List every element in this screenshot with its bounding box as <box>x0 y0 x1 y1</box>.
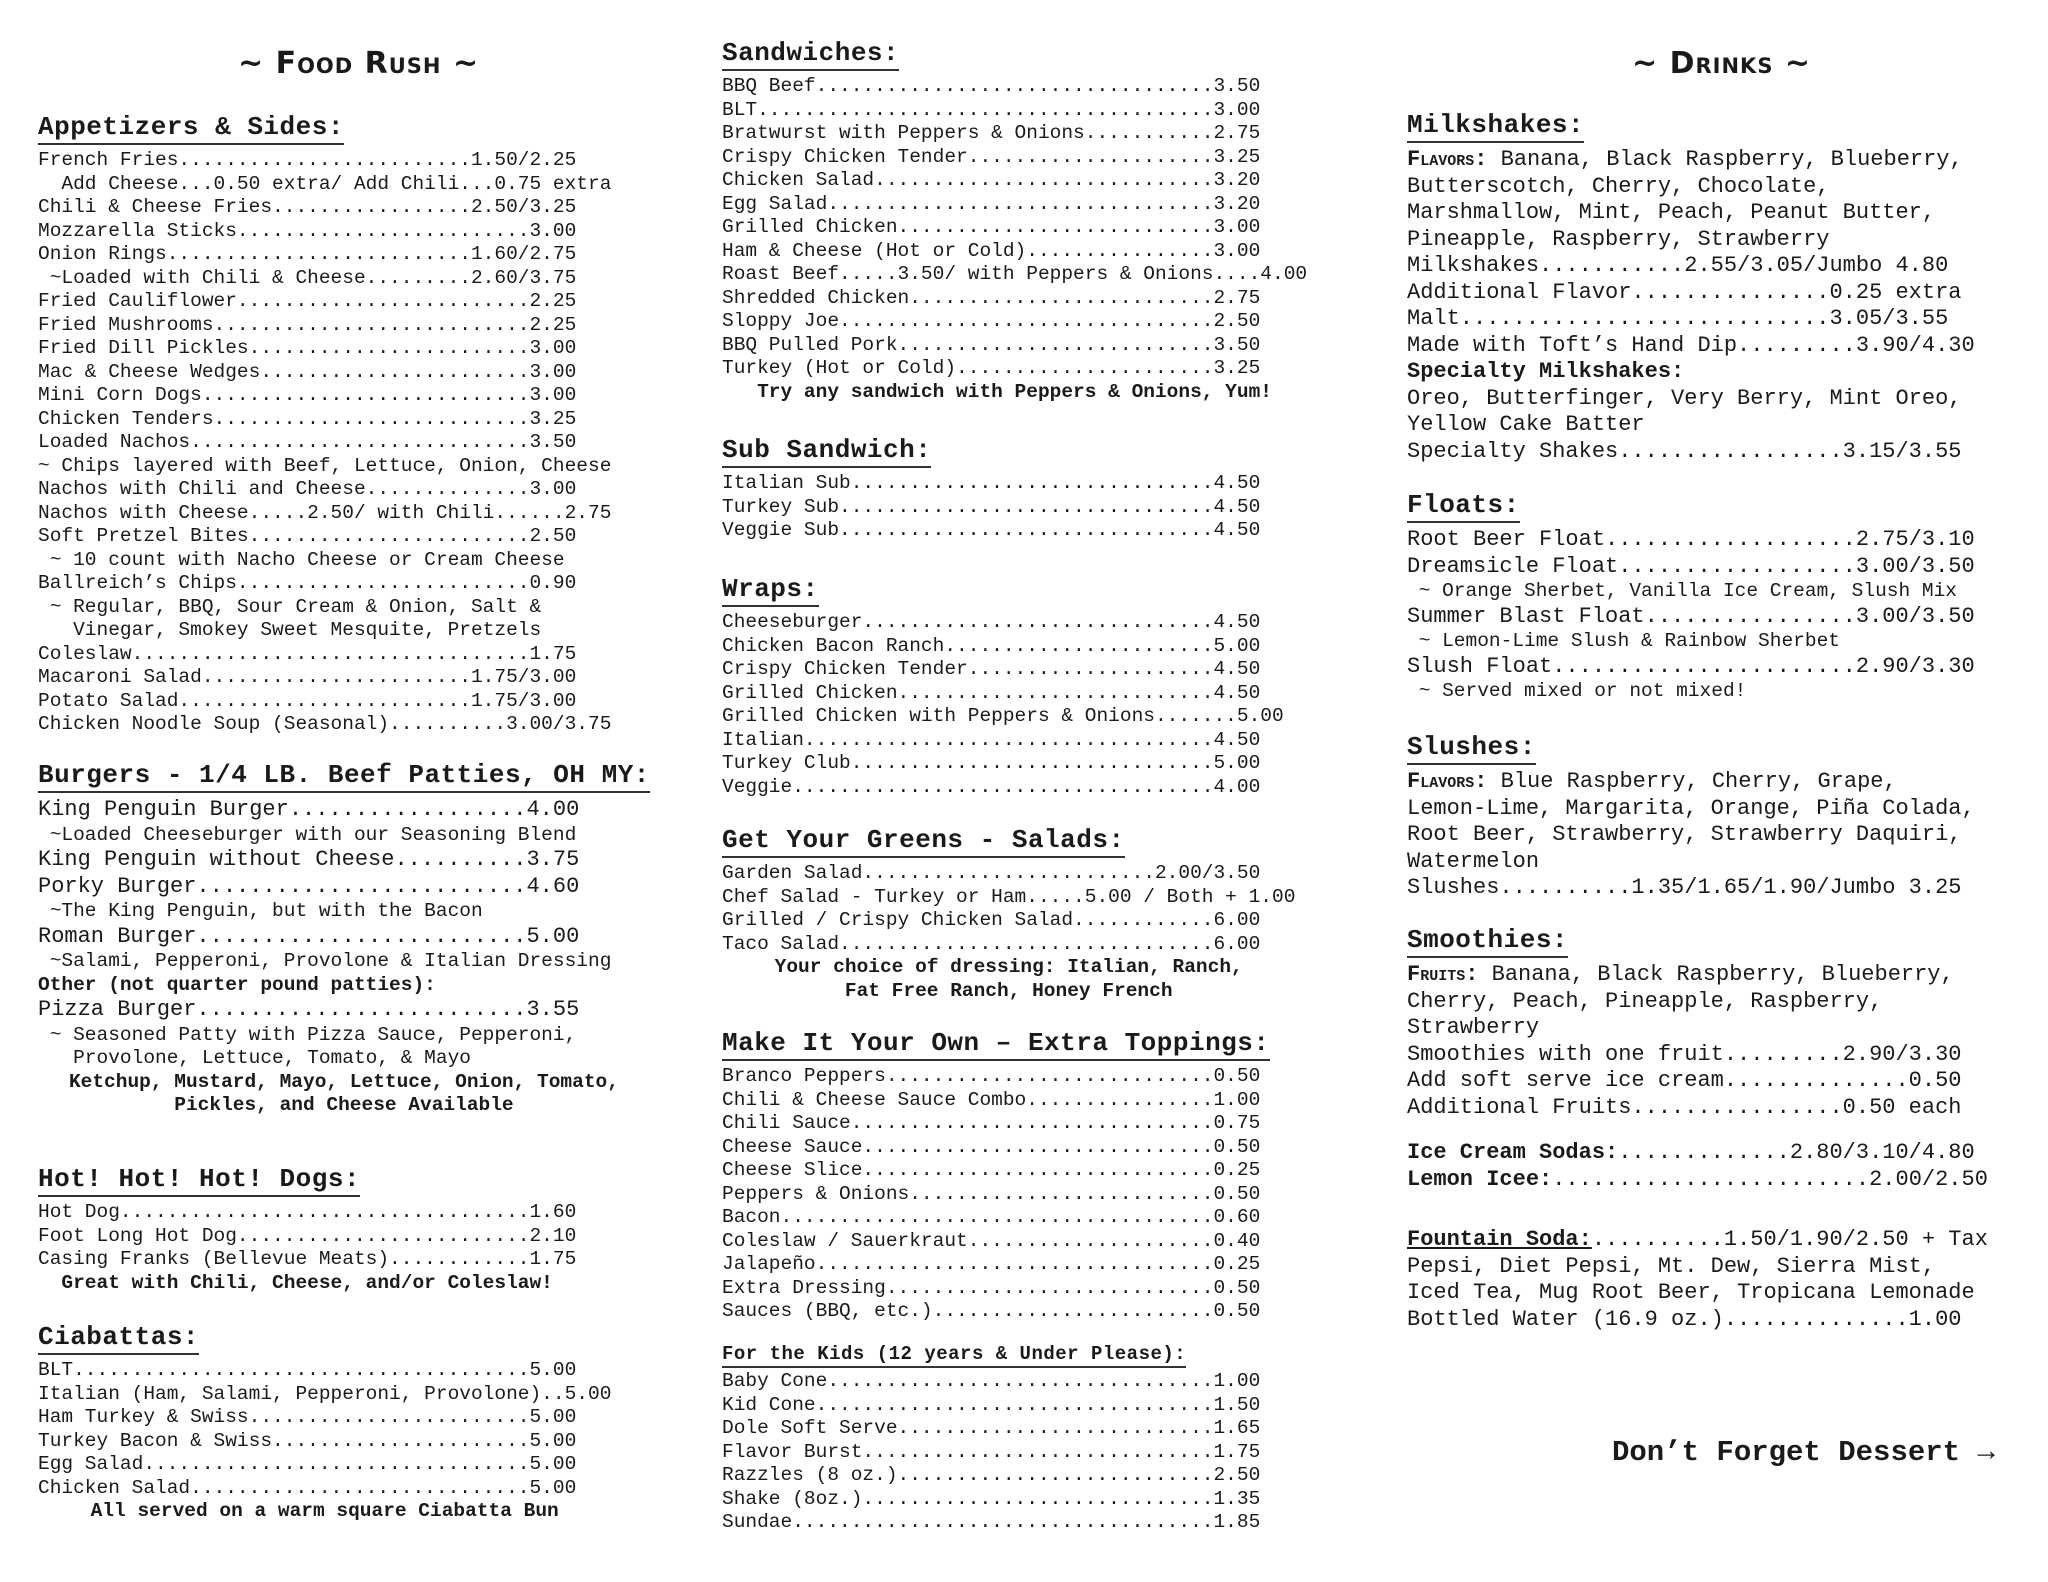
list-item: Chef Salad - Turkey or Ham.....5.00 / Both + 1.00 <box>722 885 1296 908</box>
list-item: Try any sandwich with Peppers & Onions, Yum! <box>757 380 1272 403</box>
list-item: Shake (8oz.)..............................1.35 <box>722 1487 1261 1510</box>
list-item: Pineapple, Raspberry, Strawberry <box>1407 226 1830 252</box>
burgers-list <box>38 797 650 1118</box>
list-item: Roast Beef.....3.50/ with Peppers & Onions....4.00 <box>722 263 1308 285</box>
list-item: Chicken Salad.............................5.00 <box>38 1476 577 1499</box>
list-item: Sauces (BBQ, etc.)........................0.50 <box>722 1300 1261 1322</box>
list-item: Baby Cone.................................1.00 <box>722 1370 1261 1392</box>
list-item: Fried Mushrooms...........................2.25 <box>38 313 577 336</box>
list-item: Pepsi, Diet Pepsi, Mt. Dew, Sierra Mist, <box>1407 1253 1936 1279</box>
list-item: Razzles (8 oz.)...........................2.50 <box>722 1464 1261 1486</box>
dogs-section <box>38 1164 576 1295</box>
list-item: Jalapeño..................................0.25 <box>722 1253 1261 1275</box>
sodas-section <box>1407 1140 1988 1193</box>
list-item: Grilled / Crispy Chicken Salad............6.00 <box>722 909 1261 931</box>
list-item: Chicken Bacon Ranch.......................5.00 <box>722 634 1261 657</box>
list-item: Loaded Nachos.............................3.50 <box>38 431 577 453</box>
milkshakes-section <box>1407 110 1975 465</box>
list-item: Other (not quarter pound patties): <box>38 973 436 996</box>
list-item: Soft Pretzel Bites........................2.50 <box>38 525 577 547</box>
list-item: Nachos with Chili and Cheese..............3.00 <box>38 478 577 500</box>
kids-heading: For the Kids (12 years & Under Please): <box>722 1343 1186 1368</box>
list-item: Slush Float.......................2.90/3.30 <box>1407 653 1975 679</box>
wraps-list <box>722 611 1284 799</box>
ciabattas-section <box>38 1322 611 1524</box>
list-item: Vinegar, Smokey Sweet Mesquite, Pretzels <box>38 619 542 641</box>
list-item: Additional Flavor...............0.25 extra <box>1407 279 1962 305</box>
floats-section <box>1407 490 1975 704</box>
list-item: Specialty Shakes.................3.15/3.55 <box>1407 438 1962 464</box>
list-item: Oreo, Butterfinger, Very Berry, Mint Oreo, <box>1407 385 1962 411</box>
list-item: Branco Peppers............................0.50 <box>722 1065 1261 1087</box>
sandwiches-heading: Sandwiches: <box>722 38 899 71</box>
list-item: Sundae....................................1.85 <box>722 1511 1261 1533</box>
subs-section <box>722 435 1260 543</box>
list-item: Foot Long Hot Dog.........................2.10 <box>38 1224 577 1247</box>
list-item: ~ Lemon-Lime Slush & Rainbow Sherbet <box>1407 630 1840 652</box>
lemon-icee-line <box>1407 1167 1988 1194</box>
list-item: Bratwurst with Peppers & Onions...........2.75 <box>722 122 1261 144</box>
list-item: ~ Seasoned Patty with Pizza Sauce, Pepperoni, <box>38 1023 577 1046</box>
list-item: French Fries.........................1.50/2.25 <box>38 149 577 171</box>
list-item: Cherry, Peach, Pineapple, Raspberry, <box>1407 988 1883 1014</box>
list-item: ~ Served mixed or not mixed! <box>1407 680 1747 702</box>
list-item: Flavors: Blue Raspberry, Cherry, Grape, <box>1407 769 1897 794</box>
sandwiches-section <box>722 38 1307 404</box>
list-item: BBQ Beef..................................3.50 <box>722 75 1261 97</box>
list-item: All served on a warm square Ciabatta Bun <box>90 1500 559 1522</box>
list-item: Fat Free Ranch, Honey French <box>844 979 1173 1002</box>
ciabattas-list <box>38 1359 611 1524</box>
toppings-heading: Make It Your Own – Extra Toppings: <box>722 1028 1270 1061</box>
list-item: Made with Toft’s Hand Dip.........3.90/4.30 <box>1407 332 1975 358</box>
list-item: King Penguin without Cheese..........3.75 <box>38 847 580 872</box>
list-item: Casing Franks (Bellevue Meats)............1.75 <box>38 1248 577 1270</box>
list-item: Italian (Ham, Salami, Pepperoni, Provolone)..5.00 <box>38 1382 612 1405</box>
list-item: Milkshakes...........2.55/3.05/Jumbo 4.80 <box>1407 253 1949 278</box>
list-item: ~The King Penguin, but with the Bacon <box>38 900 483 922</box>
list-label: Fruits: <box>1407 962 1479 987</box>
smoothies-section <box>1407 925 1962 1121</box>
burgers-section <box>38 760 650 1118</box>
smoothies-list <box>1407 962 1962 1121</box>
kids-list <box>722 1370 1260 1535</box>
list-item: Egg Salad.................................3.20 <box>722 192 1261 215</box>
slushes-list <box>1407 769 1975 902</box>
list-item: ~ Chips layered with Beef, Lettuce, Onion, Cheese <box>38 454 612 477</box>
appetizers-section <box>38 112 611 737</box>
appetizers-list <box>38 149 611 737</box>
lemon-icee-price: ........................2.00/2.50 <box>1552 1166 1988 1192</box>
list-item: BBQ Pulled Pork...........................3.50 <box>722 333 1261 356</box>
list-item: Italian...................................4.50 <box>722 728 1261 751</box>
floats-heading: Floats: <box>1407 490 1520 523</box>
fountain-soda-label: Fountain Soda: <box>1407 1227 1592 1252</box>
list-item: Bacon.....................................0.60 <box>722 1206 1261 1228</box>
list-item: Veggie Sub................................4.50 <box>722 519 1261 541</box>
kids-section <box>722 1343 1260 1535</box>
list-item: Your choice of dressing: Italian, Ranch, <box>774 956 1243 978</box>
appetizers-heading: Appetizers & Sides: <box>38 112 344 145</box>
salads-list <box>722 862 1295 1003</box>
milkshakes-heading: Milkshakes: <box>1407 110 1584 143</box>
list-item: Porky Burger.........................4.60 <box>38 873 580 899</box>
list-item: Potato Salad.........................1.75/3.00 <box>38 689 577 712</box>
list-item: Extra Dressing............................0.50 <box>722 1276 1261 1299</box>
list-item: Add Cheese...0.50 extra/ Add Chili...0.75 extra <box>38 172 612 195</box>
list-label: Flavors: <box>1407 147 1488 172</box>
list-item: Bottled Water (16.9 oz.)..............1.00 <box>1407 1306 1962 1332</box>
list-item: Turkey Bacon & Swiss......................5.00 <box>38 1429 577 1452</box>
fountain-soda-price: ..........1.50/1.90/2.50 + Tax <box>1591 1227 1988 1252</box>
list-item: Ham Turkey & Swiss........................5.00 <box>38 1406 577 1428</box>
slushes-heading: Slushes: <box>1407 732 1536 765</box>
slushes-section <box>1407 732 1975 902</box>
list-item: Sloppy Joe................................2.50 <box>722 310 1261 332</box>
milkshakes-list <box>1407 147 1975 465</box>
list-item: Peppers & Onions..........................0.50 <box>722 1182 1261 1205</box>
list-item: Turkey Sub................................4.50 <box>722 495 1261 518</box>
list-item: Pickles, and Cheese Available <box>174 1094 514 1116</box>
list-item: Strawberry <box>1407 1015 1540 1040</box>
list-item: Lemon-Lime, Margarita, Orange, Piña Colada, <box>1407 795 1975 821</box>
list-item: Add soft serve ice cream..............0.50 <box>1407 1068 1962 1093</box>
list-item: Hot Dog...................................1.60 <box>38 1201 577 1223</box>
list-item: Shredded Chicken..........................2.75 <box>722 286 1261 309</box>
list-item: BLT.......................................5.00 <box>38 1359 577 1381</box>
list-item: Cheeseburger..............................4.50 <box>722 611 1261 633</box>
list-item: Fried Dill Pickles........................3.00 <box>38 337 577 359</box>
list-item: Ketchup, Mustard, Mayo, Lettuce, Onion, Tomato, <box>68 1070 619 1093</box>
list-item: Coleslaw / Sauerkraut.....................0.40 <box>722 1229 1261 1252</box>
list-item: Veggie....................................4.00 <box>722 775 1261 798</box>
list-item: Garden Salad.........................2.00/3.50 <box>722 862 1261 884</box>
list-item: Fried Cauliflower.........................2.25 <box>38 290 577 312</box>
list-item: Grilled Chicken with Peppers & Onions.......5.00 <box>722 705 1284 727</box>
list-item: ~ Regular, BBQ, Sour Cream & Onion, Salt & <box>38 595 542 618</box>
list-item: ~Salami, Pepperoni, Provolone & Italian Dressing <box>38 950 612 972</box>
list-item: Malt............................3.05/3.55 <box>1407 306 1949 331</box>
list-item: Slushes..........1.35/1.65/1.90/Jumbo 3.25 <box>1407 875 1962 900</box>
fountain-soda-line <box>1407 1227 1988 1254</box>
fountain-list <box>1407 1254 1988 1334</box>
lemon-icee-label: Lemon Icee: <box>1407 1166 1553 1192</box>
list-label: Flavors: <box>1407 769 1488 794</box>
list-item: Dole Soft Serve...........................1.65 <box>722 1417 1261 1439</box>
list-item: Crispy Chicken Tender.....................4.50 <box>722 658 1261 680</box>
list-item: Ballreich’s Chips.........................0.90 <box>38 572 577 594</box>
list-item: Marshmallow, Mint, Peach, Peanut Butter, <box>1407 200 1936 225</box>
list-item: Root Beer, Strawberry, Strawberry Daquiri, <box>1407 822 1962 847</box>
ciabattas-heading: Ciabattas: <box>38 1322 199 1355</box>
list-item: Nachos with Cheese.....2.50/ with Chili......2.75 <box>38 501 612 524</box>
list-item: Pizza Burger.........................3.55 <box>38 997 580 1022</box>
list-item: Dreamsicle Float..................3.00/3.50 <box>1407 553 1975 579</box>
list-item: Grilled Chicken...........................3.00 <box>722 216 1261 238</box>
toppings-section <box>722 1028 1270 1324</box>
subs-heading: Sub Sandwich: <box>722 435 931 468</box>
dogs-heading: Hot! Hot! Hot! Dogs: <box>38 1164 360 1197</box>
list-item: Provolone, Lettuce, Tomato, & Mayo <box>38 1047 471 1069</box>
list-item: King Penguin Burger..................4.00 <box>38 797 580 822</box>
list-item: Macaroni Salad.......................1.75/3.00 <box>38 666 577 688</box>
list-item: Cheese Slice..............................0.25 <box>722 1159 1261 1181</box>
list-item: Italian Sub...............................4.50 <box>722 472 1261 494</box>
salads-section <box>722 825 1295 1003</box>
toppings-list <box>722 1065 1270 1324</box>
sandwiches-list <box>722 75 1307 404</box>
list-item: Crispy Chicken Tender.....................3.25 <box>722 145 1261 168</box>
list-item: Mini Corn Dogs............................3.00 <box>38 384 577 406</box>
ice-cream-sodas-line <box>1407 1140 1988 1167</box>
list-item: Chicken Tenders...........................3.25 <box>38 407 577 430</box>
list-item: BLT.......................................3.00 <box>722 98 1261 121</box>
dessert-note: Don’t Forget Dessert → <box>1612 1436 1995 1469</box>
food-rush-title: ~ Food Rush ~ <box>238 46 480 81</box>
list-item: Flavors: Banana, Black Raspberry, Blueberry, <box>1407 147 1963 172</box>
ice-cream-sodas-price: .............2.80/3.10/4.80 <box>1618 1140 1975 1165</box>
list-item: Onion Rings..........................1.60/2.75 <box>38 243 577 265</box>
list-item: Grilled Chicken...........................4.50 <box>722 681 1261 704</box>
smoothies-heading: Smoothies: <box>1407 925 1568 958</box>
salads-heading: Get Your Greens - Salads: <box>722 825 1125 858</box>
list-item: Additional Fruits................0.50 each <box>1407 1094 1962 1120</box>
list-item: Summer Blast Float................3.00/3.50 <box>1407 603 1975 629</box>
burgers-heading: Burgers - 1/4 LB. Beef Patties, OH MY: <box>38 760 650 793</box>
list-item: ~ 10 count with Nacho Cheese or Cream Cheese <box>38 548 565 571</box>
subs-list <box>722 472 1260 543</box>
list-item: Ham & Cheese (Hot or Cold)................3.00 <box>722 239 1261 262</box>
fountain-section <box>1407 1227 1988 1333</box>
list-item: Specialty Milkshakes: <box>1407 359 1685 384</box>
list-item: Egg Salad.................................5.00 <box>38 1453 577 1475</box>
wraps-section <box>722 574 1284 799</box>
list-item: ~Loaded with Chili & Cheese.........2.60/3.75 <box>38 266 577 289</box>
list-item: Chili Sauce...............................0.75 <box>722 1112 1261 1134</box>
list-item: Turkey (Hot or Cold)......................3.25 <box>722 357 1261 379</box>
list-item: Root Beer Float...................2.75/3.10 <box>1407 527 1975 552</box>
list-item: Kid Cone..................................1.50 <box>722 1393 1261 1416</box>
list-item: Mozzarella Sticks.........................3.00 <box>38 219 577 242</box>
list-item: ~ Orange Sherbet, Vanilla Ice Cream, Slush Mix <box>1407 580 1957 602</box>
list-item: Chili & Cheese Sauce Combo................1.00 <box>722 1088 1261 1111</box>
dogs-list <box>38 1201 576 1295</box>
list-item: Mac & Cheese Wedges.......................3.00 <box>38 360 577 383</box>
ice-cream-sodas-label: Ice Cream Sodas: <box>1407 1140 1619 1165</box>
list-item: Watermelon <box>1407 848 1540 874</box>
list-item: Taco Salad................................6.00 <box>722 932 1261 955</box>
list-item: Turkey Club...............................5.00 <box>722 752 1261 774</box>
list-item: Chili & Cheese Fries.................2.50/3.25 <box>38 196 577 218</box>
wraps-heading: Wraps: <box>722 574 819 607</box>
list-item: Cheese Sauce..............................0.50 <box>722 1135 1261 1158</box>
floats-list <box>1407 527 1975 704</box>
list-item: Flavor Burst..............................1.75 <box>722 1440 1261 1463</box>
list-item: Chicken Salad.............................3.20 <box>722 169 1261 191</box>
list-item: Yellow Cake Batter <box>1407 412 1645 437</box>
list-item: Smoothies with one fruit.........2.90/3.30 <box>1407 1041 1962 1067</box>
list-item: Great with Chili, Cheese, and/or Coleslaw! <box>61 1271 553 1294</box>
list-item: ~Loaded Cheeseburger with our Seasoning Blend <box>38 823 577 846</box>
list-item: Iced Tea, Mug Root Beer, Tropicana Lemonade <box>1407 1280 1975 1305</box>
list-item: Chicken Noodle Soup (Seasonal)..........3.00/3.75 <box>38 713 612 735</box>
drinks-title: ~ Drinks ~ <box>1632 46 1812 81</box>
list-item: Roman Burger.........................5.00 <box>38 923 580 949</box>
list-item: Coleslaw..................................1.75 <box>38 642 577 665</box>
list-item: Butterscotch, Cherry, Chocolate, <box>1407 173 1830 199</box>
list-item: Fruits: Banana, Black Raspberry, Blueberry, <box>1407 962 1954 987</box>
